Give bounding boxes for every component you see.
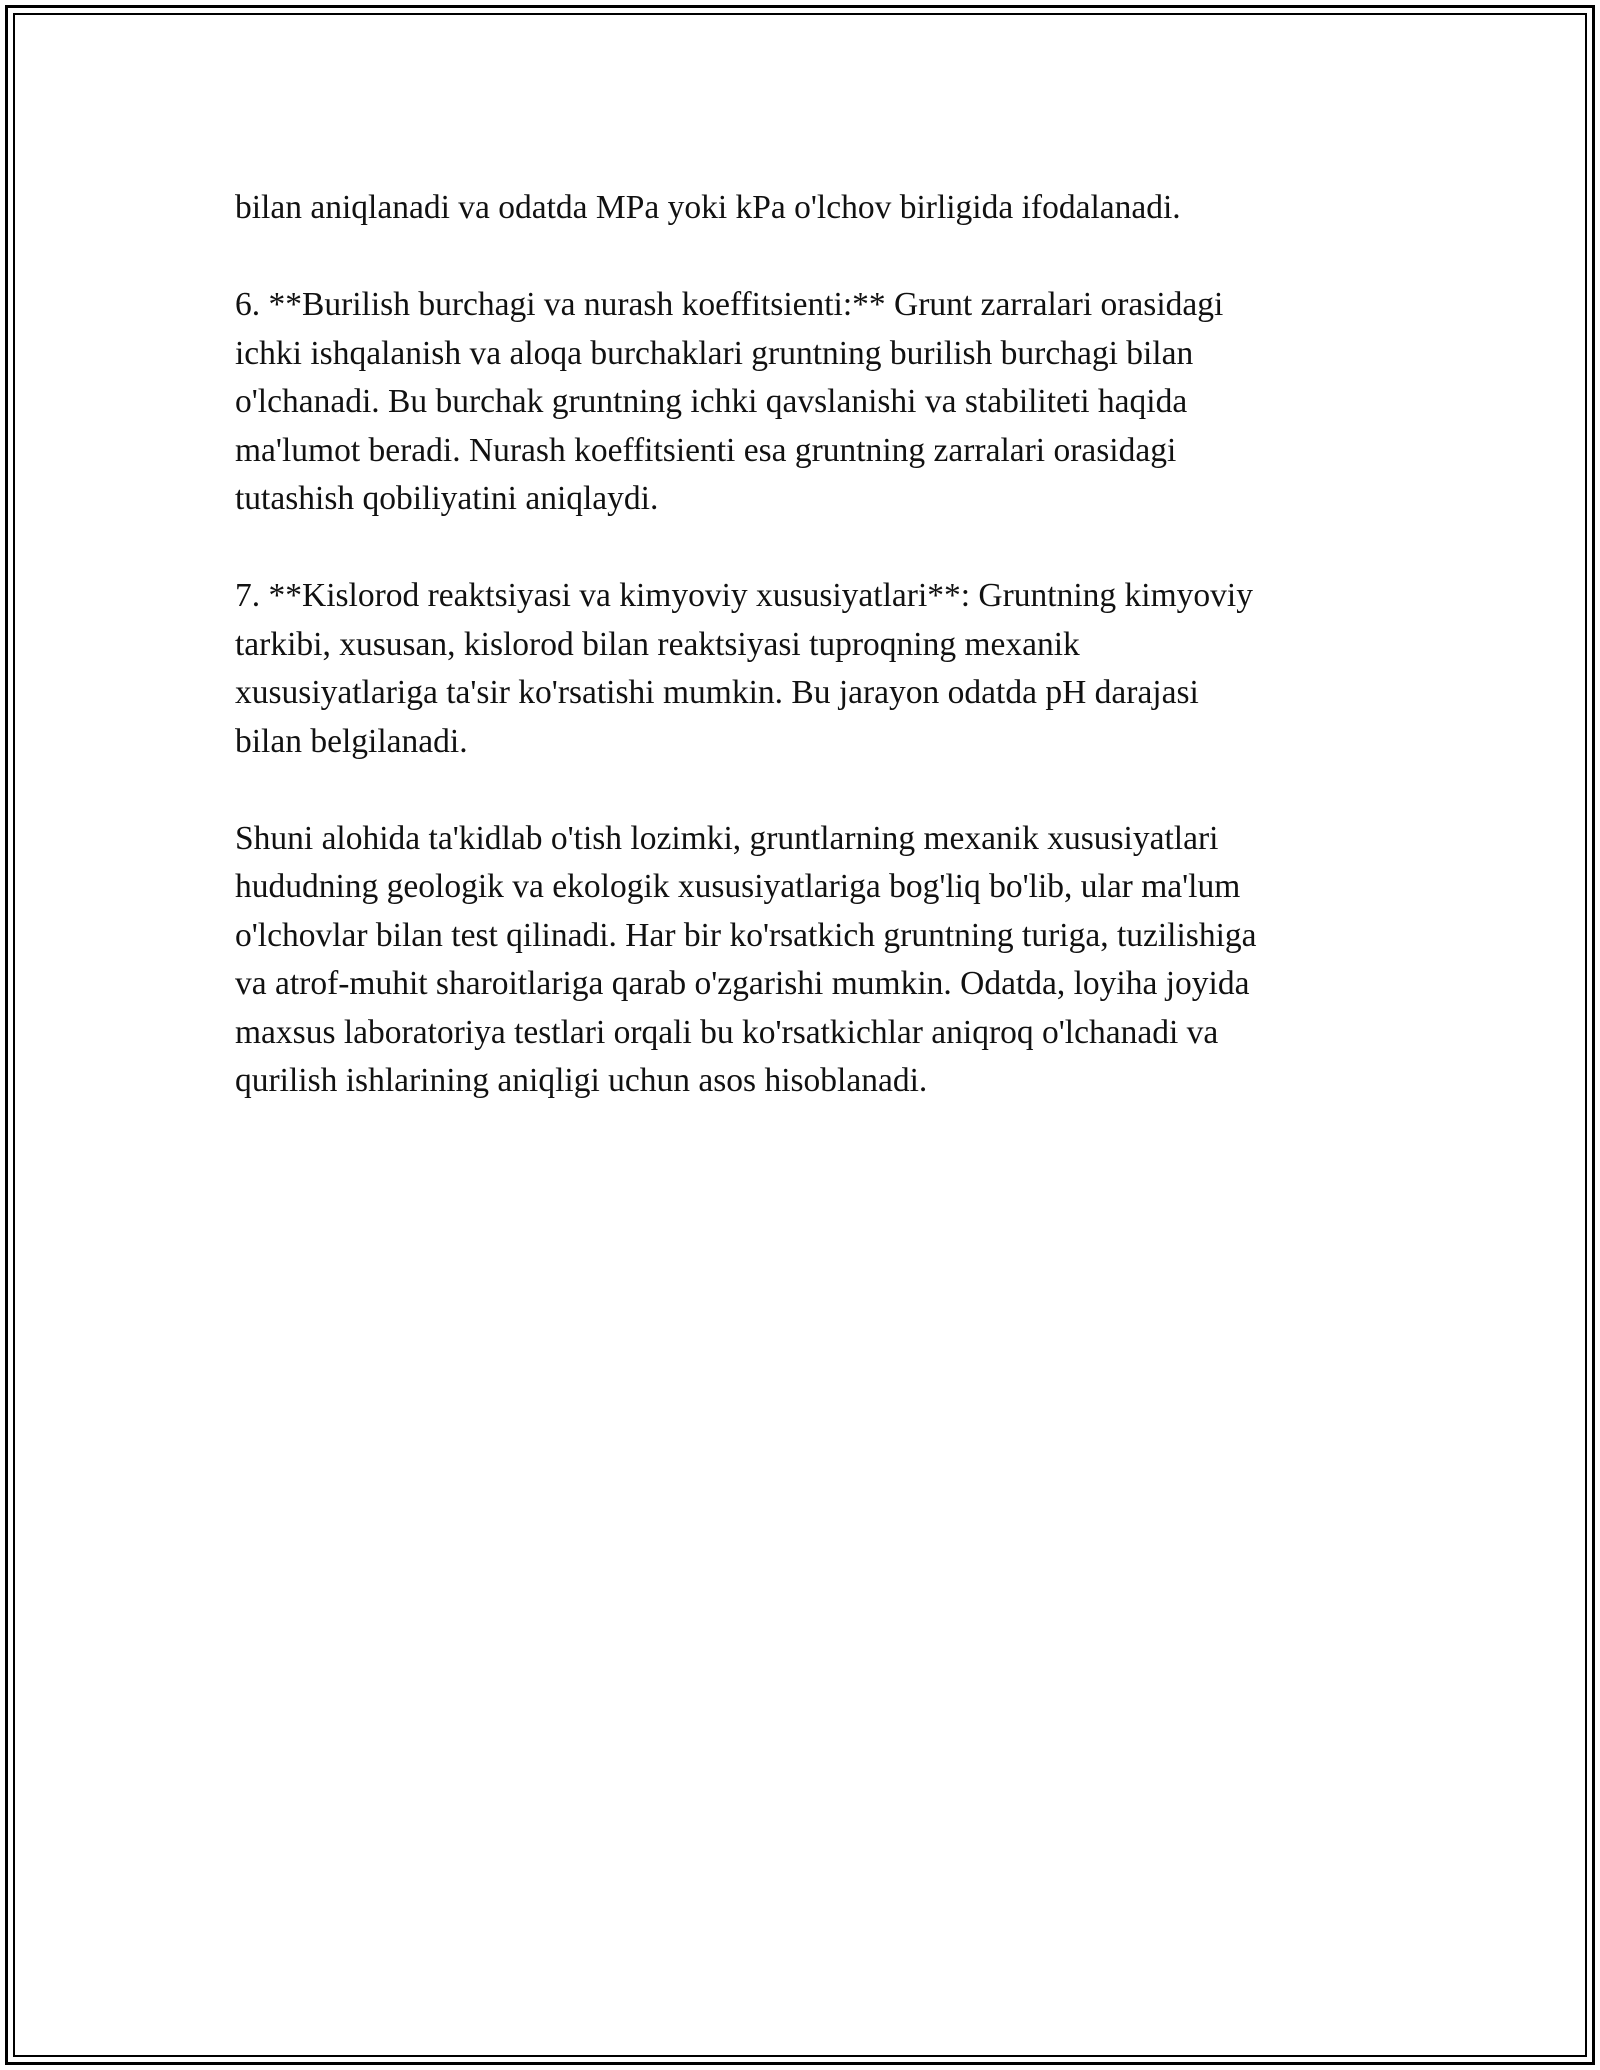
paragraph-item-7: 7. **Kislorod reaktsiyasi va kimyoviy xususiyatlari**: Gruntning kimyoviy tarkibi, xususan, kislorod bilan reaktsiyasi tuproqning mexanik xususiyatlariga ta'sir ko'rsatishi mumkin. Bu jarayon odatda pH darajasi bilan belgilanadi. bbox=[235, 577, 1253, 760]
paragraph-continuation: bilan aniqlanadi va odatda MPa yoki kPa o'lchov birligida ifodalanadi. bbox=[235, 189, 1181, 226]
document-body bbox=[235, 184, 1365, 1154]
paragraph-conclusion: Shuni alohida ta'kidlab o'tish lozimki, gruntlarning mexanik xususiyatlari hududning geologik va ekologik xususiyatlariga bog'liq bo'lib, ular ma'lum o'lchovlar bilan test qilinadi. Har bir ko'rsatkich gruntning turiga, tuzilishiga va atrof-muhit sharoitlariga qarab o'zgarishi mumkin. Odatda, loyiha joyida maxsus laboratoriya testlari orqali bu ko'rsatkichlar aniqroq o'lchanadi va qurilish ishlarining aniqligi uchun asos hisoblanadi. bbox=[235, 819, 1257, 1099]
paragraph-item-6: 6. **Burilish burchagi va nurash koeffitsienti:** Grunt zarralari orasidagi ichki ishqalanish va aloqa burchaklari gruntning burilish burchagi bilan o'lchanadi. Bu burchak gruntning ichki qavslanishi va stabiliteti haqida ma'lumot beradi. Nurash koeffitsienti esa gruntning zarralari orasidagi tutashish qobiliyatini aniqlaydi. bbox=[235, 286, 1224, 517]
